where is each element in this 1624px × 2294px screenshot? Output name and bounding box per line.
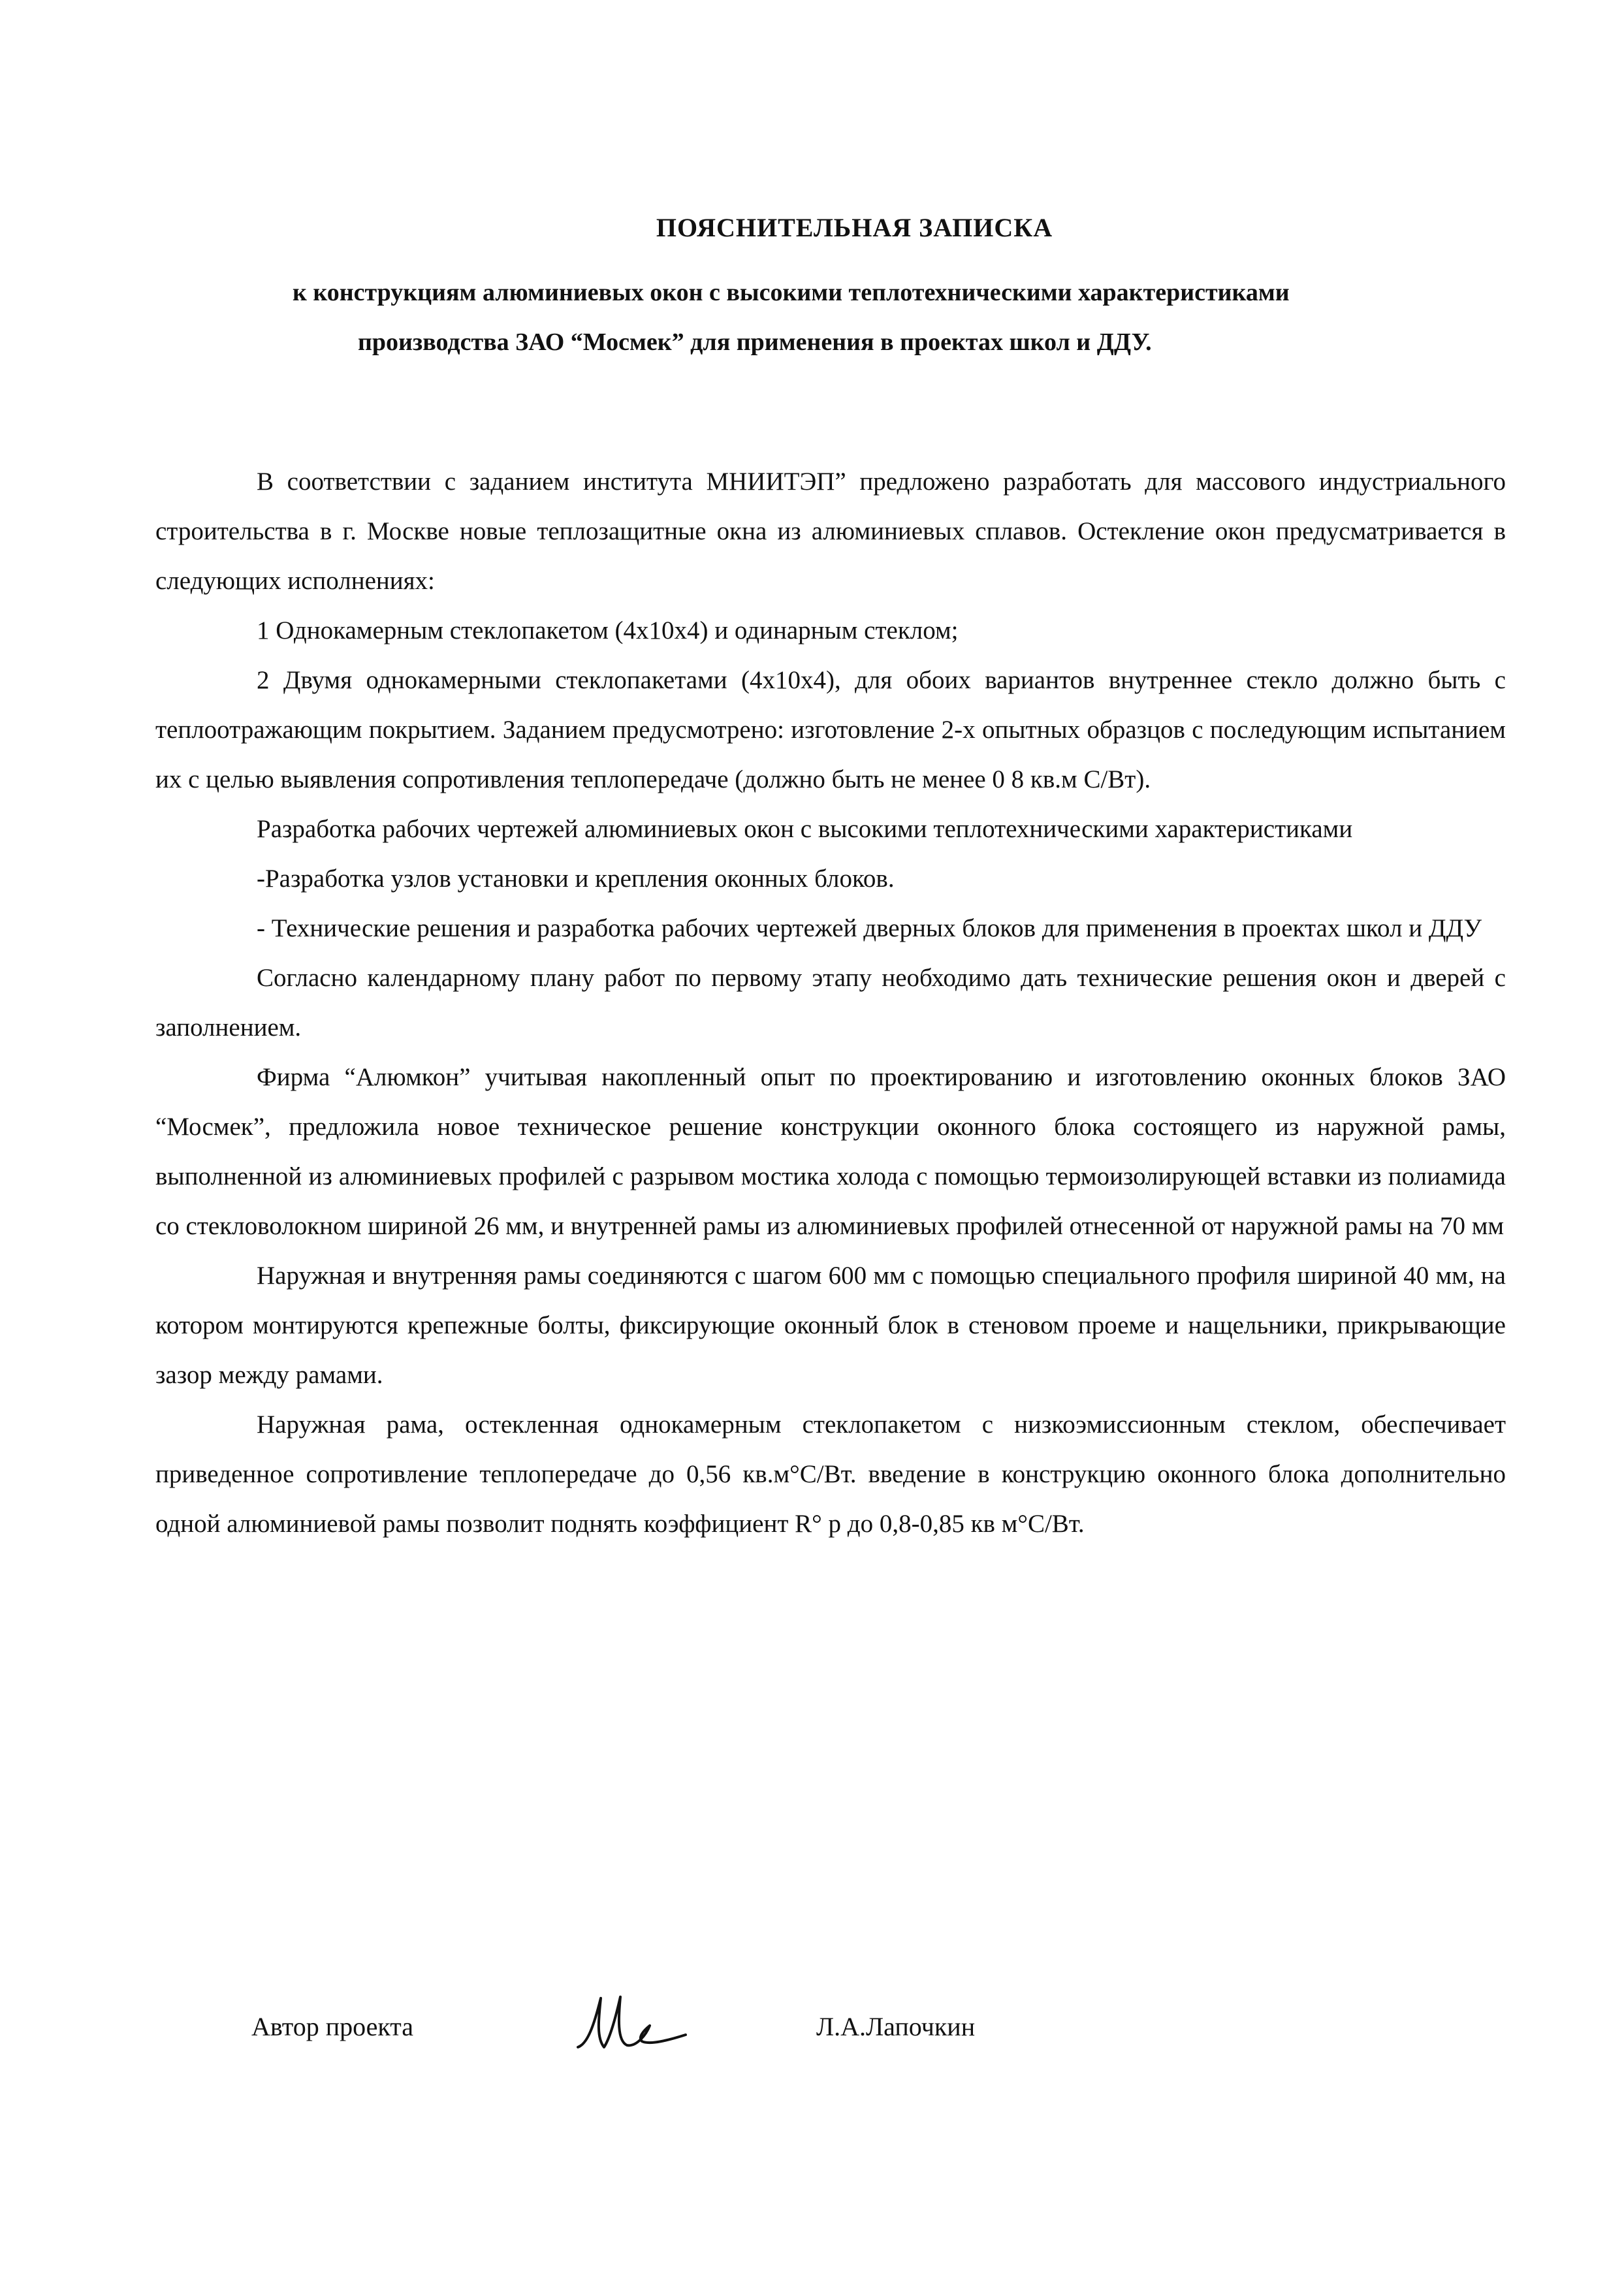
subtitle-line-2: производства ЗАО “Мосмек” для применения в проектах школ и ДДУ. xyxy=(358,328,1152,356)
document-subtitle xyxy=(293,268,1468,367)
document-title: ПОЯСНИТЕЛЬНАЯ ЗАПИСКА xyxy=(656,213,1053,242)
paragraph-mounting: -Разработка узлов установки и крепления оконных блоков. xyxy=(257,865,895,893)
paragraph-drawings: Разработка рабочих чертежей алюминиевых окон с высокими теплотехническими характеристиками xyxy=(257,815,1353,843)
handwritten-signature xyxy=(565,1985,695,2063)
author-label: Автор проекта xyxy=(251,2012,414,2041)
paragraph-intro: В соответствии с заданием института МНИИТЭП” предложено разработать для массового индустриального строительства в г. Москве новые теплозащитные окна из алюминиевых сплавов. Остекление окон предусматривается в следующих исполнениях: xyxy=(155,468,1506,595)
paragraph-option-1: 1 Однокамерным стеклопакетом (4х10х4) и одинарным стеклом; xyxy=(257,616,959,645)
paragraph-frames: Наружная и внутренняя рамы соединяются с шагом 600 мм с помощью специального профиля шириной 40 мм, на котором монтируются крепежные болты, фиксирующие оконный блок в стеновом проеме и нащельники, прикрывающие зазор между рамами. xyxy=(155,1262,1506,1389)
paragraph-alumkon: Фирма “Алюмкон” учитывая накопленный опыт по проектированию и изготовлению оконных блоков ЗАО “Мосмек”, предложила новое техническое решение конструкции оконного блока состоящего из наружной рамы, выполненной из алюминиевых профилей с разрывом мостика холода с помощью термоизолирующей вставки из полиамида со стекловолокном шириной 26 мм, и внутренней рамы из алюминиевых профилей отнесенной от наружной рамы на 70 мм xyxy=(155,1063,1506,1240)
paragraph-doors: - Технические решения и разработка рабочих чертежей дверных блоков для применения в проектах школ и ДДУ xyxy=(257,914,1482,942)
author-name: Л.А.Лапочкин xyxy=(816,2012,976,2041)
subtitle-line-1: к конструкциям алюминиевых окон с высокими теплотехническими характеристиками xyxy=(293,279,1290,306)
paragraph-option-2: 2 Двумя однокамерными стеклопакетами (4х10х4), для обоих вариантов внутреннее стекло должно быть с теплоотражающим покрытием. Заданием предусмотрено: изготовление 2-х опытных образцов с последующим испытанием их с целью выявления сопротивления теплопередаче (должно быть не менее 0 8 кв.м С/Вт). xyxy=(155,666,1506,793)
paragraph-plan: Согласно календарному плану работ по первому этапу необходимо дать технические решения окон и дверей с заполнением. xyxy=(155,964,1506,1042)
document-body xyxy=(155,457,1506,1549)
signature-block xyxy=(251,1985,1166,2063)
paragraph-thermal: Наружная рама, остекленная однокамерным стеклопакетом с низкоэмиссионным стеклом, обеспечивает приведенное сопротивление теплопередаче до 0,56 кв.м°С/Вт. введение в конструкцию оконного блока дополнительно одной алюминиевой рамы позволит поднять коэффициент R° р до 0,8-0,85 кв м°С/Вт. xyxy=(155,1410,1506,1538)
